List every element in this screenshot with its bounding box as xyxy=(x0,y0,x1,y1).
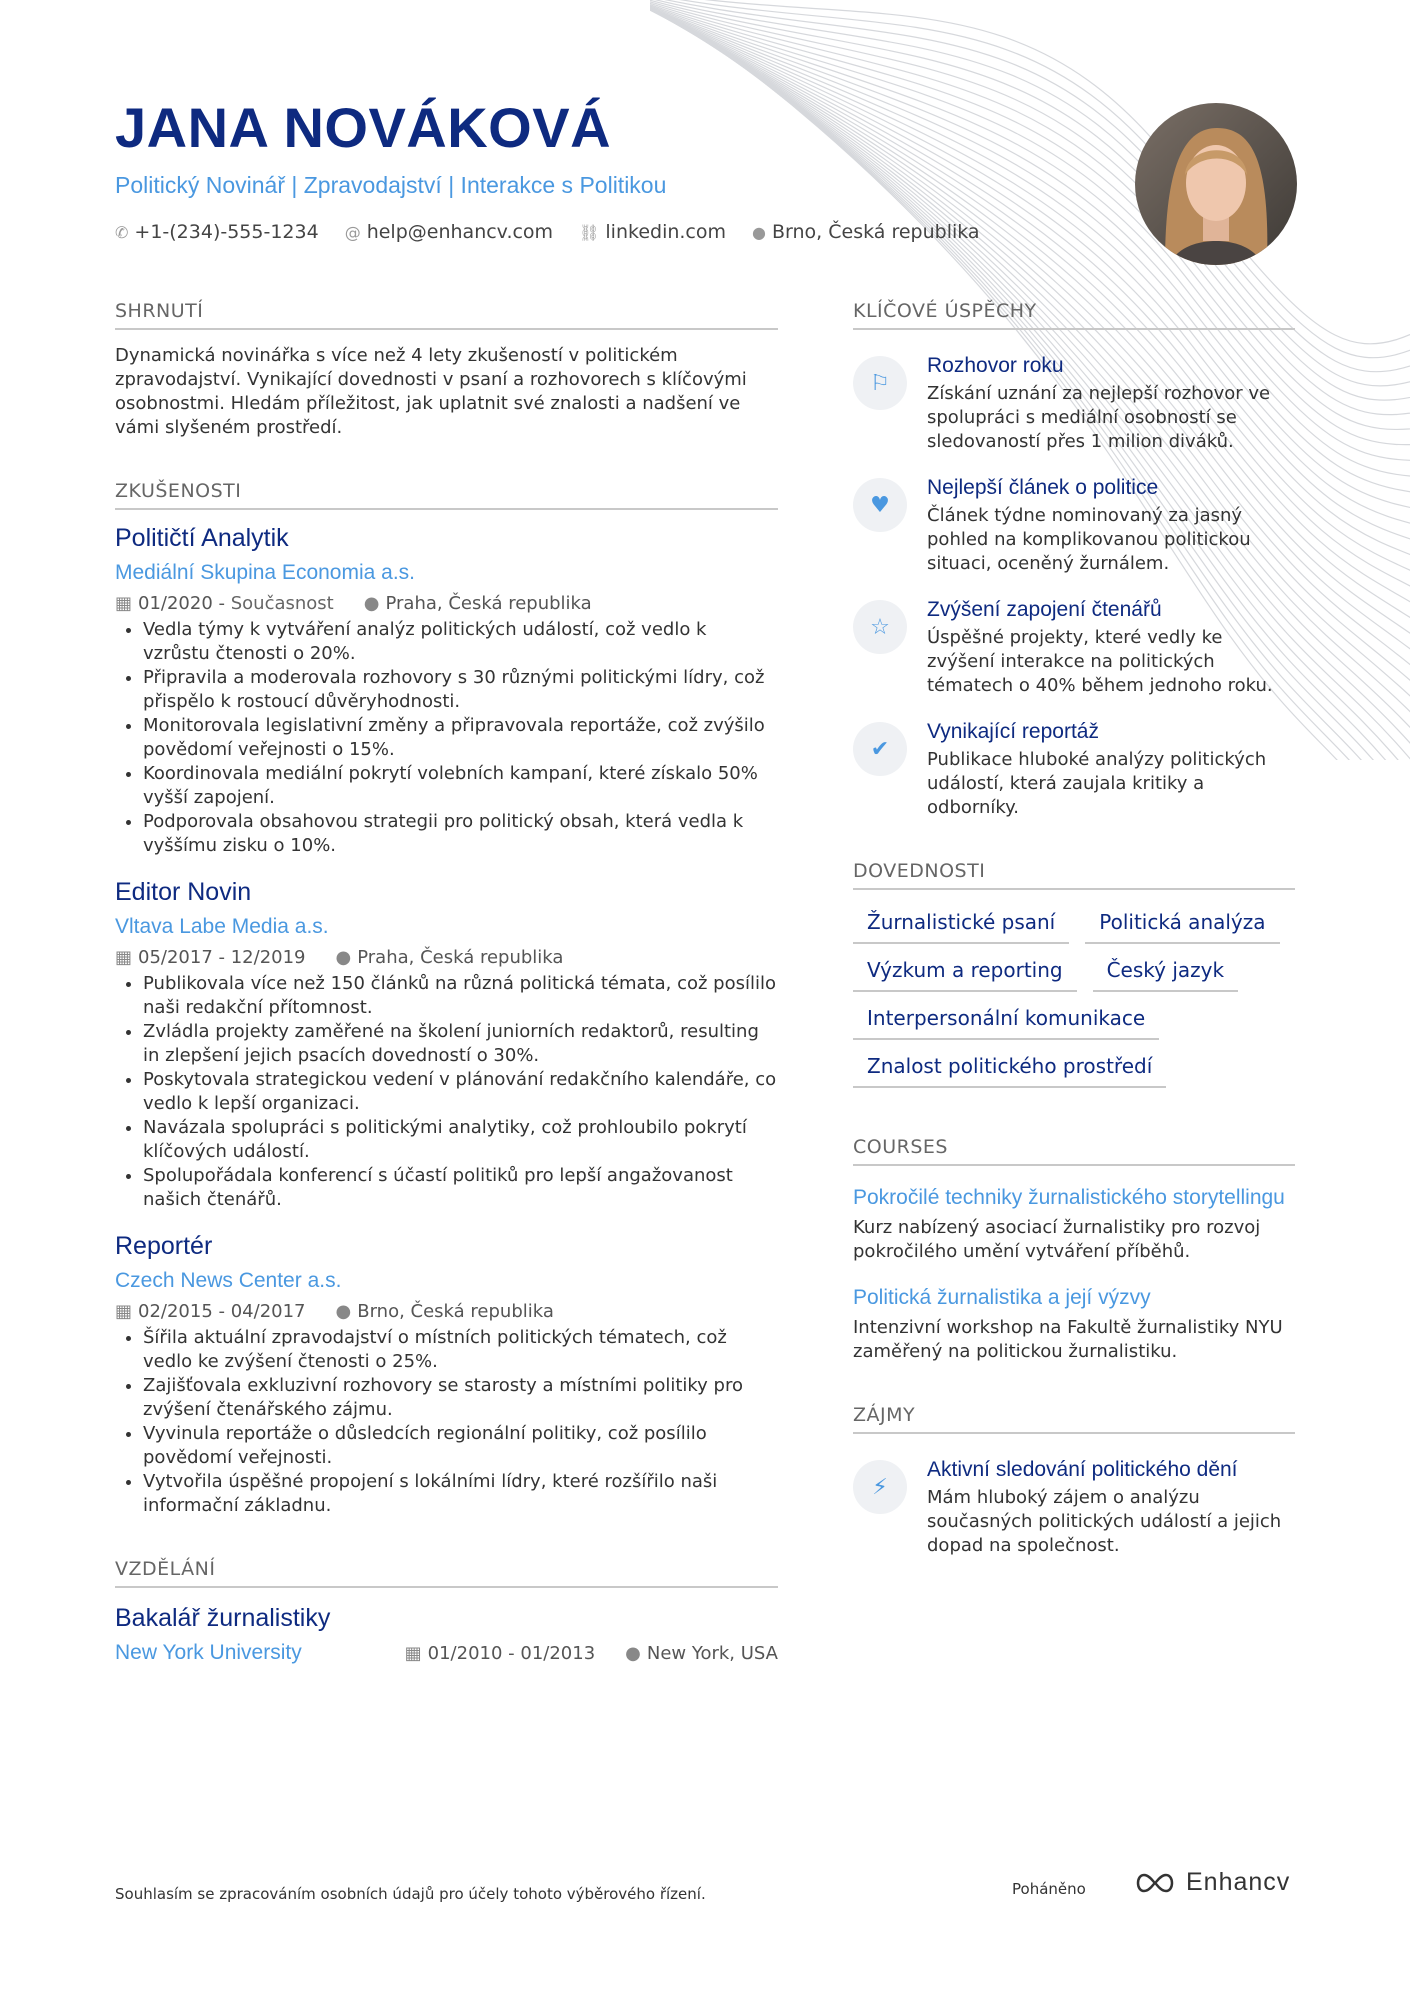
calendar-icon: ▦ xyxy=(115,1301,133,1322)
job-entry xyxy=(115,524,778,858)
school: New York University xyxy=(115,1641,302,1664)
degree: Bakalář žurnalistiky xyxy=(115,1604,331,1632)
contact-location: ● Brno, Česká republika xyxy=(752,221,980,243)
education-meta: ▦ 01/2010 - 01/2013 ● New York, USA xyxy=(404,1643,778,1664)
location-pin-icon: ● xyxy=(625,1643,641,1664)
achievement-item: ⚐ Rozhovor roku Získání uznání za nejlepší rozhovor ve spolupráci s mediální osobností se sledovaností přes 1 milion diváků. xyxy=(853,354,1295,454)
job-entry xyxy=(115,1232,778,1518)
achievement-item: ✔ Vynikající reportáž Publikace hluboké analýzy politických událostí, která zaujala kritiky a odborníky. xyxy=(853,720,1295,820)
enhancv-logo[interactable]: Enhancv xyxy=(1132,1868,1290,1897)
job-bullets xyxy=(115,972,778,1212)
courses-section xyxy=(853,1136,1295,1364)
course-item: Pokročilé techniky žurnalistického storytellingu Kurz nabízený asociací žurnalistiky pro rozvoj pokročilého umění vytváření příběhů. xyxy=(853,1186,1285,1262)
job-company: Mediální Skupina Economia a.s. xyxy=(115,561,415,584)
list-item: • Poskytovala strategickou vedení v plánování redakčního kalendáře, co vedlo k lepší organizaci. xyxy=(143,1068,778,1116)
job-company: Vltava Labe Media a.s. xyxy=(115,915,329,938)
location-pin-icon: ● xyxy=(335,1301,352,1322)
job-role: Reportér xyxy=(115,1232,213,1260)
interests-heading: ZÁJMY xyxy=(853,1404,1295,1434)
heart-icon: ♥ xyxy=(853,478,907,532)
achievement-item: ☆ Zvýšení zapojení čtenářů Úspěšné projekty, které vedly ke zvýšení interakce na politických tématech o 40% během jednoho roku. xyxy=(853,598,1295,698)
star-icon: ☆ xyxy=(853,600,907,654)
summary-section xyxy=(115,300,778,440)
education-heading: VZDĚLÁNÍ xyxy=(115,1558,778,1588)
skill-tag: Výzkum a reporting xyxy=(853,958,1077,992)
flag-icon: ⚐ xyxy=(853,356,907,410)
list-item: • Vedla týmy k vytváření analýz politických událostí, což vedlo k vzrůstu čtenosti o 20%. xyxy=(143,618,778,666)
list-item: • Monitorovala legislativní změny a připravovala reportáže, což zvýšilo povědomí veřejnosti o 15%. xyxy=(143,714,778,762)
list-item: • Zvládla projekty zaměřené na školení juniorních redaktorů, resulting in zlepšení jejich psacích dovedností o 30%. xyxy=(143,1020,778,1068)
resume-header xyxy=(115,96,1015,243)
experience-heading: ZKUŠENOSTI xyxy=(115,480,778,510)
list-item: • Vytvořila úspěšné propojení s lokálními lídry, které rozšířilo naši informační základnu. xyxy=(143,1470,778,1518)
consent-footer: Souhlasím se zpracováním osobních údajů pro účely tohoto výběrového řízení. xyxy=(115,1885,706,1903)
interests-section xyxy=(853,1404,1295,1558)
list-item: • Vyvinula reportáže o důsledcích regionální politiky, což posílilo povědomí veřejnosti. xyxy=(143,1422,778,1470)
interest-item: ⚡ Aktivní sledování politického dění Mám hluboký zájem o analýzu současných politických událostí a jejich dopad na společnost. xyxy=(853,1458,1295,1558)
list-item: • Spolupořádala konferencí s účastí politiků pro lepší angažovanost našich čtenářů. xyxy=(143,1164,778,1212)
phone-icon: ✆ xyxy=(115,222,129,242)
job-meta: ▦ 05/2017 - 12/2019 ● Praha, Česká republika xyxy=(115,947,564,968)
achievements-heading: KLÍČOVÉ ÚSPĚCHY xyxy=(853,300,1295,330)
job-company: Czech News Center a.s. xyxy=(115,1269,342,1292)
course-item: Politická žurnalistika a její výzvy Intenzivní workshop na Fakultě žurnalistiky NYU zaměřený na politickou žurnalistiku. xyxy=(853,1286,1283,1362)
list-item: • Navázala spolupráci s politickými analytiky, což prohloubilo pokrytí klíčových událostí. xyxy=(143,1116,778,1164)
job-bullets xyxy=(115,1326,778,1518)
location-pin-icon: ● xyxy=(335,947,352,968)
location-pin-icon: ● xyxy=(752,222,766,242)
candidate-subtitle: Politický Novinář | Zpravodajství | Interakce s Politikou xyxy=(115,172,667,198)
infinity-icon xyxy=(1132,1871,1178,1895)
summary-text: Dynamická novinářka s více než 4 lety zkušeností v politickém zpravodajství. Vynikající dovednosti v psaní a rozhovorech s klíčovými osobnostmi. Hledám příležitost, jak uplatnit své znalosti a nadšení ve vámi slyšeném prostředí. xyxy=(115,345,747,438)
location-pin-icon: ● xyxy=(363,593,380,614)
calendar-icon: ▦ xyxy=(404,1643,422,1664)
achievement-item: ♥ Nejlepší článek o politice Článek týdne nominovaný za jasný pohled na komplikovanou politickou situaci, oceněný žurnálem. xyxy=(853,476,1295,576)
job-role: Političtí Analytik xyxy=(115,524,289,552)
list-item: • Podporovala obsahovou strategii pro politický obsah, která vedla k vyššímu zisku o 10%. xyxy=(143,810,778,858)
left-column xyxy=(115,300,778,1665)
list-item: • Připravila a moderovala rozhovory s 30 různými politickými lídry, což přispělo k rostoucí důvěryhodnosti. xyxy=(143,666,778,714)
check-icon: ✔ xyxy=(853,722,907,776)
skill-tag: Politická analýza xyxy=(1085,910,1279,944)
skill-tag: Interpersonální komunikace xyxy=(853,1006,1159,1040)
contact-row xyxy=(115,221,1015,243)
contact-phone[interactable]: ✆ +1-(234)-555-1234 xyxy=(115,221,319,243)
achievements-section xyxy=(853,300,1295,820)
right-column xyxy=(853,300,1295,1580)
skills-heading: DOVEDNOSTI xyxy=(853,860,1295,890)
list-item: • Zajišťovala exkluzivní rozhovory se starosty a místními politiky pro zvýšení čtenářského zájmu. xyxy=(143,1374,778,1422)
at-icon: @ xyxy=(344,222,361,242)
skills-section xyxy=(853,860,1295,1088)
skills-list xyxy=(853,910,1295,1088)
job-meta: ▦ 01/2020 - Současnost ● Praha, Česká republika xyxy=(115,593,592,614)
profile-photo xyxy=(1135,103,1297,265)
job-entry xyxy=(115,878,778,1212)
contact-email[interactable]: @ help@enhancv.com xyxy=(344,221,554,243)
contact-linkedin[interactable]: ⛓ linkedin.com xyxy=(579,221,727,243)
list-item: • Publikovala více než 150 článků na různá politická témata, což posílilo naši redakční přítomnost. xyxy=(143,972,778,1020)
education-section xyxy=(115,1558,778,1665)
summary-heading: SHRNUTÍ xyxy=(115,300,778,330)
list-item: • Koordinovala mediální pokrytí volebních kampaní, které získalo 50% vyšší zapojení. xyxy=(143,762,778,810)
experience-section xyxy=(115,480,778,1518)
skill-tag: Žurnalistické psaní xyxy=(853,910,1069,944)
skill-tag: Znalost politického prostředí xyxy=(853,1054,1166,1088)
calendar-icon: ▦ xyxy=(115,947,133,968)
skill-tag: Český jazyk xyxy=(1093,958,1238,992)
wand-icon: ⚡ xyxy=(853,1460,907,1514)
calendar-icon: ▦ xyxy=(115,593,133,614)
courses-heading: COURSES xyxy=(853,1136,1295,1166)
powered-by-label: Poháněno xyxy=(1012,1880,1086,1898)
job-bullets xyxy=(115,618,778,858)
candidate-name: JANA NOVÁKOVÁ xyxy=(115,96,612,159)
job-role: Editor Novin xyxy=(115,878,252,906)
job-meta: ▦ 02/2015 - 04/2017 ● Brno, Česká republika xyxy=(115,1301,554,1322)
list-item: • Šířila aktuální zpravodajství o místních politických tématech, což vedlo ke zvýšení čtenosti o 25%. xyxy=(143,1326,778,1374)
link-icon: ⛓ xyxy=(579,222,600,242)
